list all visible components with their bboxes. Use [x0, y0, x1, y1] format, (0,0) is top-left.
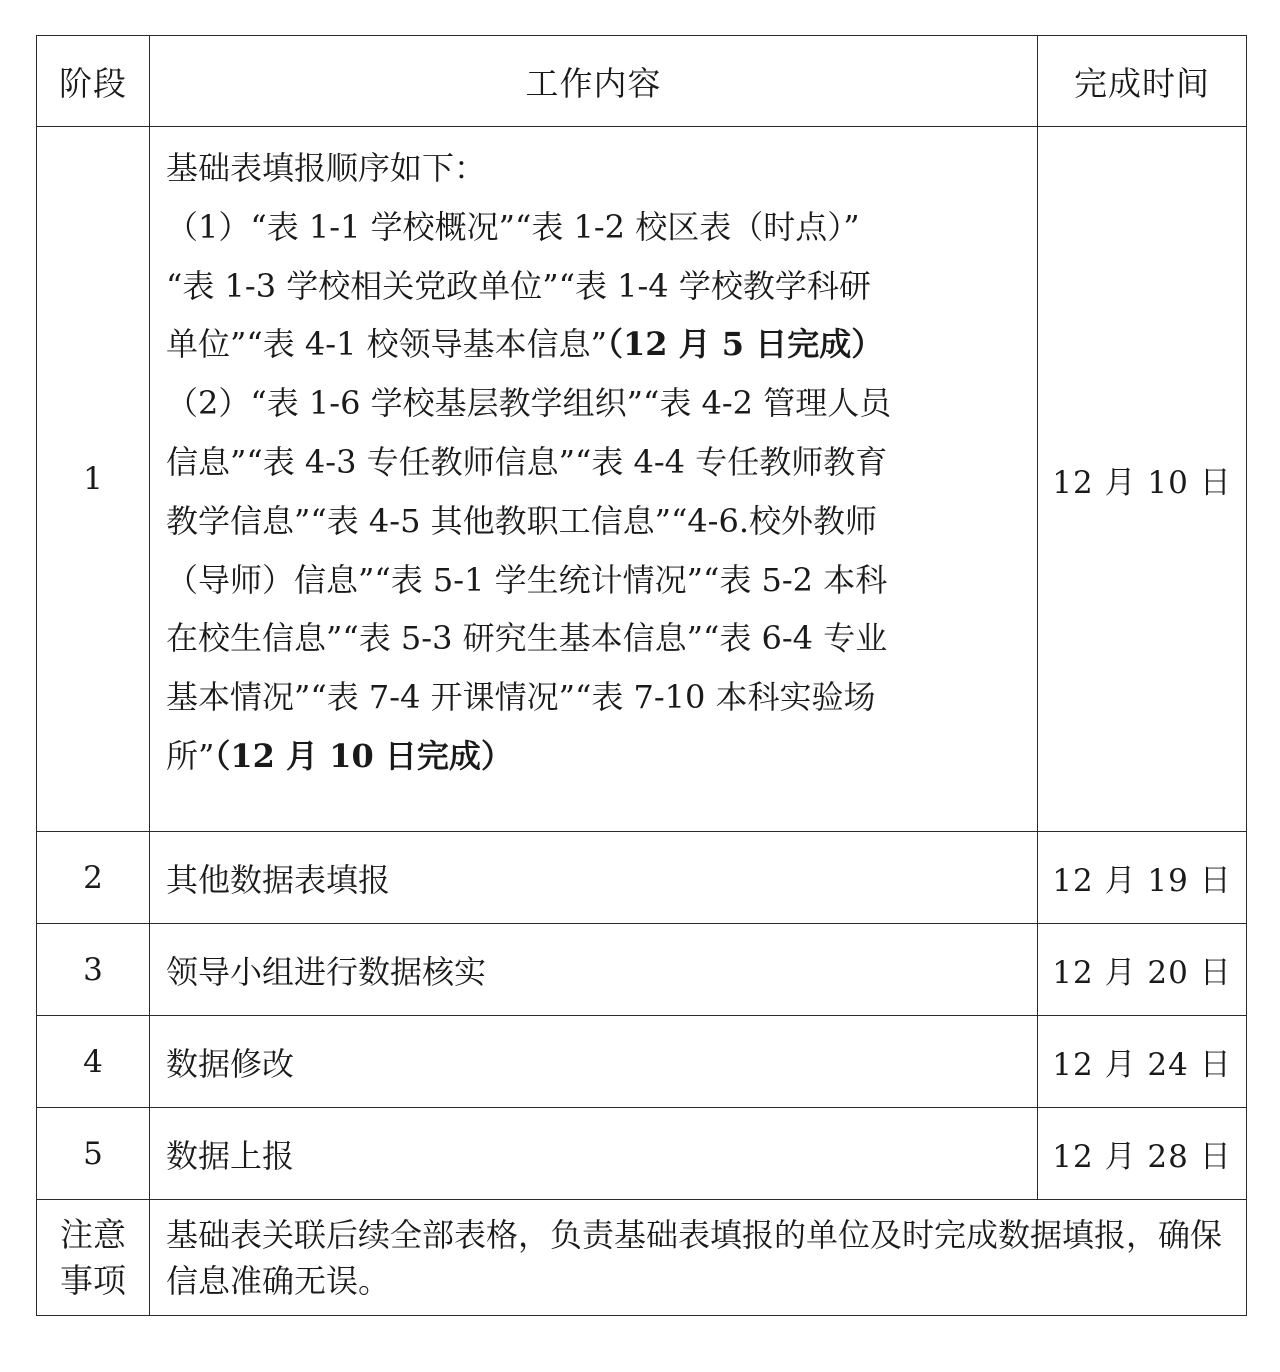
content-line: 在校生信息”“表 5-3 研究生基本信息”“表 6-4 专业: [166, 619, 888, 658]
notes-label-line: 事项: [60, 1260, 126, 1300]
content-line: 信息”“表 4-3 专任教师信息”“表 4-4 专任教师教育: [166, 442, 888, 481]
content-cell: 其他数据表填报: [150, 832, 1038, 924]
table-row: [37, 1016, 1247, 1108]
schedule-table: [36, 35, 1247, 1316]
content-line: “表 1-3 学校相关党政单位”“表 1-4 学校教学科研: [166, 266, 871, 305]
header-row: [37, 36, 1247, 127]
content-line: 基本情况”“表 7-4 开课情况”“表 7-10 本科实验场: [166, 678, 876, 717]
deadline-cell: 12 月 19 日: [1038, 832, 1247, 924]
content-line: [166, 727, 1021, 786]
notes-label-line: 注意: [60, 1214, 126, 1254]
deadline-cell: 12 月 10 日: [1038, 127, 1247, 832]
notes-row: [37, 1200, 1247, 1316]
bold-deadline-note: （12 月 5 日完成）: [606, 325, 884, 364]
header-stage: 阶段: [37, 36, 150, 127]
bold-deadline-note: （12 月 10 日完成）: [214, 736, 513, 775]
content-cell: 领导小组进行数据核实: [150, 924, 1038, 1016]
content-line: （2）“表 1-6 学校基层教学组织”“表 4-2 管理人员: [166, 384, 892, 423]
content-line: 教学信息”“表 4-5 其他教职工信息”“4-6.校外教师: [166, 501, 878, 540]
content-line: （1）“表 1-1 学校概况”“表 1-2 校区表（时点）”: [166, 207, 860, 246]
stage-cell: 4: [37, 1016, 150, 1108]
table-row: [37, 1108, 1247, 1200]
stage-cell: 1: [37, 127, 150, 832]
content-cell: 数据修改: [150, 1016, 1038, 1108]
deadline-cell: 12 月 20 日: [1038, 924, 1247, 1016]
table-row: [37, 832, 1247, 924]
deadline-cell: 12 月 28 日: [1038, 1108, 1247, 1200]
table-row: [37, 127, 1247, 832]
stage-cell: 5: [37, 1108, 150, 1200]
content-line: （导师）信息”“表 5-1 学生统计情况”“表 5-2 本科: [166, 560, 888, 599]
deadline-cell: 12 月 24 日: [1038, 1016, 1247, 1108]
content-text: 所”: [166, 736, 215, 775]
content-line: 基础表填报顺序如下：: [166, 149, 487, 187]
header-content: 工作内容: [150, 36, 1038, 127]
notes-label: [37, 1200, 150, 1316]
content-text: 单位”“表 4-1 校领导基本信息”: [166, 325, 607, 364]
notes-text: 基础表关联后续全部表格，负责基础表填报的单位及时完成数据填报，确保信息准确无误。: [150, 1200, 1247, 1316]
stage-cell: 3: [37, 924, 150, 1016]
content-cell: 数据上报: [150, 1108, 1038, 1200]
content-cell: [150, 127, 1038, 832]
table-row: [37, 924, 1247, 1016]
content-line: [166, 315, 1021, 374]
header-deadline: 完成时间: [1038, 36, 1247, 127]
stage-cell: 2: [37, 832, 150, 924]
